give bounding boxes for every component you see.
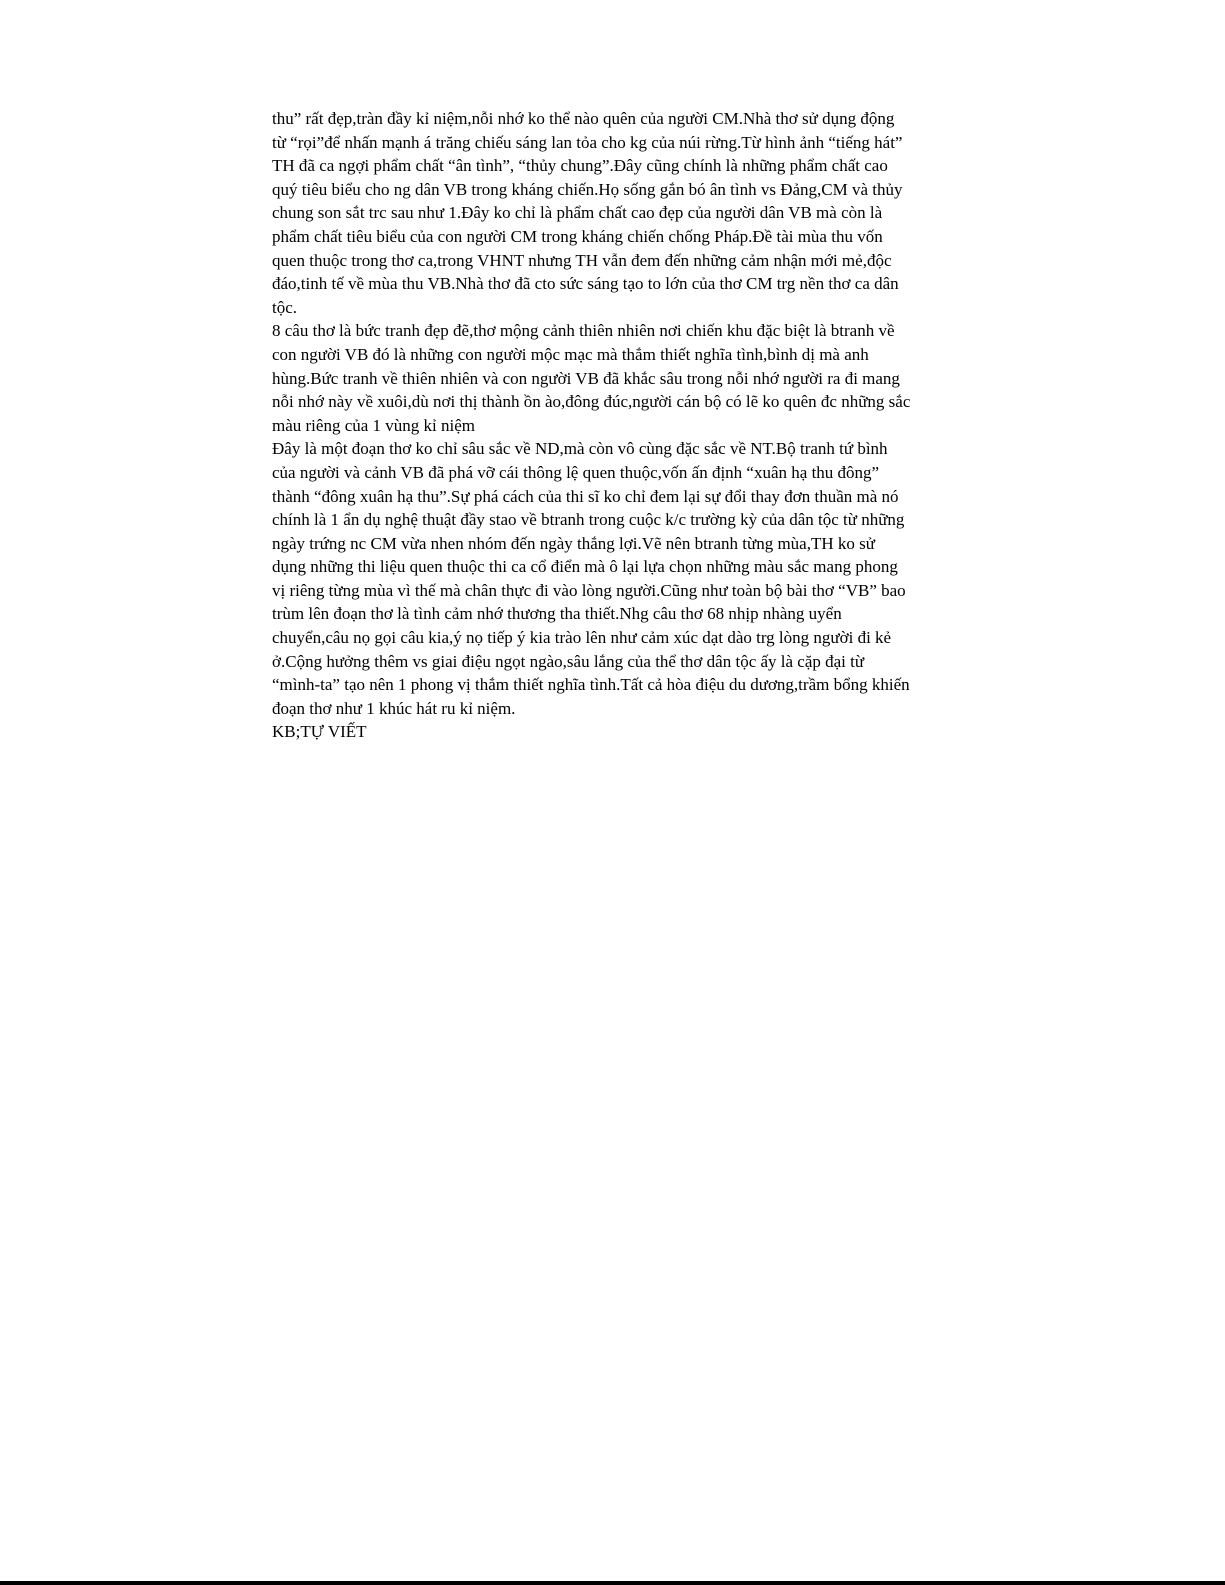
text-line: ở.Cộng hưởng thêm vs giai điệu ngọt ngào,sâu lắng của thể thơ dân tộc ấy là cặp đại từ xyxy=(272,651,865,671)
text-line: trùm lên đoạn thơ là tình cảm nhớ thương tha thiết.Nhg câu thơ 68 nhịp nhàng uyển xyxy=(272,604,842,624)
text-line: Đây là một đoạn thơ ko chỉ sâu sắc về ND,mà còn vô cùng đặc sắc về NT.Bộ tranh tứ bình xyxy=(272,439,888,459)
text-line: chuyển,câu nọ gọi câu kia,ý nọ tiếp ý kia trào lên như cảm xúc dạt dào trg lòng người đi kẻ xyxy=(272,628,892,648)
text-line: hùng.Bức tranh về thiên nhiên và con người VB đã khắc sâu trong nỗi nhớ người ra đi mang xyxy=(272,368,900,388)
text-line: ngày trứng nc CM vừa nhen nhóm đến ngày thắng lợi.Vẽ nên btranh từng mùa,TH ko sử xyxy=(272,533,875,553)
text-line: 8 câu thơ là bức tranh đẹp đẽ,thơ mộng cảnh thiên nhiên nơi chiến khu đặc biệt là btranh về xyxy=(272,321,895,341)
text-line: quý tiêu biểu cho ng dân VB trong kháng chiến.Họ sống gắn bó ân tình vs Đảng,CM và thủy xyxy=(272,179,903,199)
text-line: TH đã ca ngợi phẩm chất “ân tình”, “thủy chung”.Đây cũng chính là những phẩm chất cao xyxy=(272,156,888,176)
text-line: chung son sắt trc sau như 1.Đây ko chỉ là phẩm chất cao đẹp của người dân VB mà còn là xyxy=(272,203,883,223)
text-line: nỗi nhớ này về xuôi,dù nơi thị thành ồn ào,đông đúc,người cán bộ có lẽ ko quên đc những sắc xyxy=(272,392,911,412)
text-line: từ “rọi”để nhấn mạnh á trăng chiếu sáng lan tỏa cho kg của núi rừng.Từ hình ảnh “tiếng hát” xyxy=(272,132,903,152)
text-line: màu riêng của 1 vùng kỉ niệm xyxy=(272,415,476,435)
text-line: đoạn thơ như 1 khúc hát ru kỉ niệm. xyxy=(272,698,516,718)
text-line: quen thuộc trong thơ ca,trong VHNT nhưng TH vẫn đem đến những cảm nhận mới mẻ,độc xyxy=(272,250,892,270)
text-line: thành “đông xuân hạ thu”.Sự phá cách của thi sĩ ko chỉ đem lại sự đổi thay đơn thuần mà nó xyxy=(272,486,899,506)
text-line: đáo,tinh tế về mùa thu VB.Nhà thơ đã cto sức sáng tạo to lớn của thơ CM trg nền thơ ca dân xyxy=(272,274,899,294)
text-line: phẩm chất tiêu biểu của con người CM trong kháng chiến chống Pháp.Đề tài mùa thu vốn xyxy=(272,226,883,246)
text-line: vị riêng từng mùa vì thế mà chân thực đi vào lòng người.Cũng như toàn bộ bài thơ “VB” bao xyxy=(272,580,906,600)
text-line: “mình-ta” tạo nên 1 phong vị thắm thiết nghĩa tình.Tất cả hòa điệu du dương,trầm bổng khiến xyxy=(272,675,910,695)
page-bottom-border xyxy=(0,1581,1225,1585)
text-line: KB;TỰ VIẾT xyxy=(272,722,367,742)
text-line: dụng những thi liệu quen thuộc thi ca cổ điển mà ô lại lựa chọn những màu sắc mang phong xyxy=(272,557,898,577)
essay-text xyxy=(272,107,954,744)
text-line: thu” rất đẹp,tràn đầy kỉ niệm,nỗi nhớ ko thể nào quên của người CM.Nhà thơ sử dụng động xyxy=(272,109,895,128)
text-line: của người và cảnh VB đã phá vỡ cái thông lệ quen thuộc,vốn ấn định “xuân hạ thu đông” xyxy=(272,462,880,482)
text-line: con người VB đó là những con người mộc mạc mà thắm thiết nghĩa tình,bình dị mà anh xyxy=(272,344,869,364)
text-line: tộc. xyxy=(272,297,298,317)
text-line: chính là 1 ẩn dụ nghệ thuật đầy stao về btranh trong cuộc k/c trường kỳ của dân tộc từ những xyxy=(272,510,905,530)
